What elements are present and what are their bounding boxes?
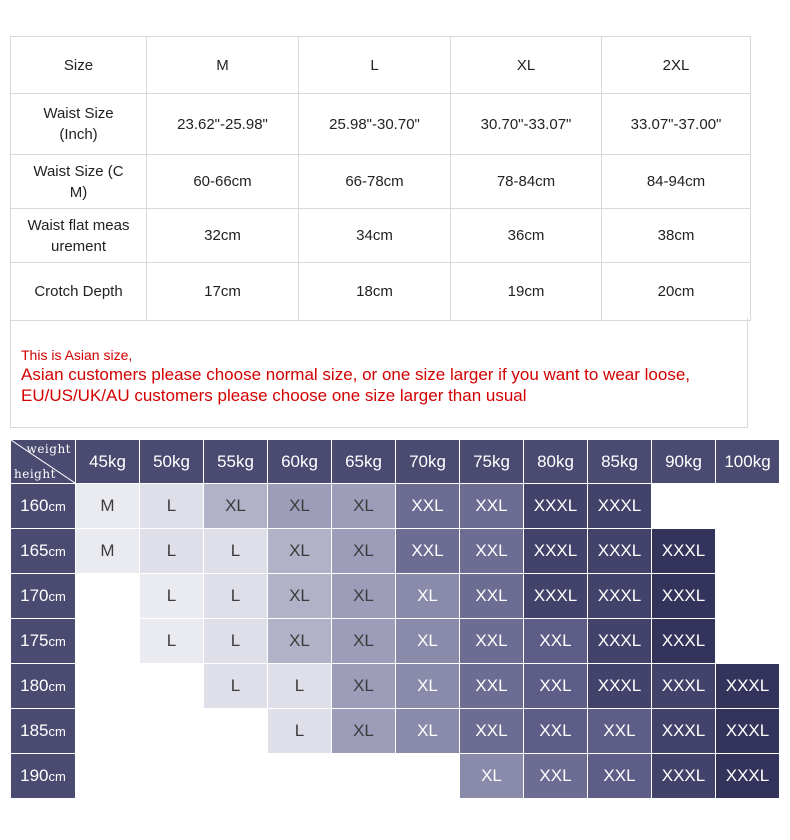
height-row (11, 754, 780, 799)
height-value: 175 (20, 631, 49, 650)
corner-cell (11, 440, 76, 484)
size-cell: XL (460, 754, 524, 799)
size-cell (332, 754, 396, 799)
weight-header-cell: 85kg (588, 440, 652, 484)
size-cell (716, 574, 780, 619)
size-cell: XXXL (652, 619, 716, 664)
size-cell: L (140, 574, 204, 619)
size-header-row (11, 37, 751, 94)
size-cell: L (204, 664, 268, 709)
height-unit: cm (48, 724, 66, 739)
size-cell (396, 754, 460, 799)
size-cell: XXXL (716, 754, 780, 799)
table-cell: 38cm (602, 209, 751, 263)
size-row-waist-flat (11, 209, 751, 263)
row-label: Waist flat meas urement (11, 209, 147, 263)
size-cell: XXXL (524, 574, 588, 619)
height-value: 185 (20, 721, 49, 740)
height-label (11, 754, 76, 799)
row-label: Waist Size (C M) (11, 155, 147, 209)
height-row (11, 619, 780, 664)
weight-header-cell: 80kg (524, 440, 588, 484)
height-unit: cm (48, 499, 66, 514)
height-row (11, 574, 780, 619)
size-header-cell: 2XL (602, 37, 751, 94)
size-cell: L (140, 529, 204, 574)
size-cell: L (140, 619, 204, 664)
size-cell: XL (268, 484, 332, 529)
size-cell: XXL (396, 529, 460, 574)
size-cell: XXXL (652, 529, 716, 574)
size-cell: XL (332, 709, 396, 754)
weight-header-cell: 65kg (332, 440, 396, 484)
table-cell: 30.70"-33.07" (451, 94, 602, 155)
height-row (11, 484, 780, 529)
height-label (11, 484, 76, 529)
size-cell: M (76, 484, 140, 529)
size-cell: XXL (524, 664, 588, 709)
size-cell (268, 754, 332, 799)
table-cell: 36cm (451, 209, 602, 263)
size-cell: XXL (524, 709, 588, 754)
weight-header-cell: 55kg (204, 440, 268, 484)
size-cell (76, 664, 140, 709)
height-label (11, 709, 76, 754)
size-cell (716, 529, 780, 574)
note-line-2: Asian customers please choose normal size, or one size larger if you want to wear loose, (21, 365, 690, 384)
height-value: 160 (20, 496, 49, 515)
weight-header-cell: 75kg (460, 440, 524, 484)
size-cell (76, 574, 140, 619)
weight-header-cell: 60kg (268, 440, 332, 484)
size-cell: XL (268, 574, 332, 619)
size-cell: L (268, 709, 332, 754)
size-cell: XL (332, 484, 396, 529)
size-cell: XL (396, 709, 460, 754)
table-cell: 19cm (451, 263, 602, 321)
size-table (10, 36, 751, 321)
corner-height-label: height (14, 467, 56, 481)
size-row-waist-inch (11, 94, 751, 155)
size-cell: XL (268, 529, 332, 574)
height-unit: cm (48, 679, 66, 694)
size-cell: XXXL (588, 619, 652, 664)
corner-weight-label: weight (26, 442, 71, 456)
size-cell: XXL (460, 709, 524, 754)
table-cell: 25.98"-30.70" (299, 94, 451, 155)
table-cell: 33.07"-37.00" (602, 94, 751, 155)
height-label (11, 574, 76, 619)
size-cell: XXXL (652, 709, 716, 754)
size-note (10, 318, 748, 428)
size-cell: XXL (460, 484, 524, 529)
size-cell: XXL (396, 484, 460, 529)
height-row (11, 709, 780, 754)
size-cell: XL (396, 664, 460, 709)
size-cell: XXL (588, 709, 652, 754)
size-cell (76, 754, 140, 799)
height-unit: cm (48, 634, 66, 649)
weight-header-cell: 45kg (76, 440, 140, 484)
size-cell (140, 664, 204, 709)
table-cell: 32cm (147, 209, 299, 263)
table-cell: 20cm (602, 263, 751, 321)
size-cell: XXXL (524, 484, 588, 529)
size-cell: L (140, 484, 204, 529)
weight-height-chart (10, 439, 780, 799)
size-cell: XXL (524, 619, 588, 664)
size-cell: XXXL (652, 574, 716, 619)
height-label (11, 664, 76, 709)
height-row (11, 529, 780, 574)
size-cell: L (268, 664, 332, 709)
table-cell: 18cm (299, 263, 451, 321)
size-cell: XXL (460, 664, 524, 709)
size-cell: XXXL (652, 664, 716, 709)
size-cell (204, 709, 268, 754)
size-cell: XXL (588, 754, 652, 799)
table-cell: 78-84cm (451, 155, 602, 209)
height-row (11, 664, 780, 709)
size-cell: M (76, 529, 140, 574)
size-cell: XXXL (524, 529, 588, 574)
height-value: 180 (20, 676, 49, 695)
table-cell: 34cm (299, 209, 451, 263)
size-cell: XL (204, 484, 268, 529)
size-cell: XL (332, 574, 396, 619)
size-cell (76, 709, 140, 754)
size-cell: XXL (460, 619, 524, 664)
weight-header-row (11, 440, 780, 484)
row-label: Waist Size (Inch) (11, 94, 147, 155)
size-cell (652, 484, 716, 529)
size-row-crotch-depth (11, 263, 751, 321)
size-cell: XL (332, 664, 396, 709)
size-cell (76, 619, 140, 664)
size-header-cell: Size (11, 37, 147, 94)
height-value: 170 (20, 586, 49, 605)
size-cell (716, 484, 780, 529)
size-cell (204, 754, 268, 799)
size-header-cell: XL (451, 37, 602, 94)
weight-header-cell: 70kg (396, 440, 460, 484)
table-cell: 17cm (147, 263, 299, 321)
size-cell: L (204, 619, 268, 664)
size-cell: XL (332, 619, 396, 664)
size-cell: XXXL (588, 664, 652, 709)
height-value: 190 (20, 766, 49, 785)
size-cell: XXXL (588, 574, 652, 619)
size-cell: XXL (460, 529, 524, 574)
height-unit: cm (48, 544, 66, 559)
size-cell: XXL (460, 574, 524, 619)
weight-header-cell: 50kg (140, 440, 204, 484)
height-unit: cm (48, 589, 66, 604)
height-value: 165 (20, 541, 49, 560)
table-cell: 66-78cm (299, 155, 451, 209)
size-header-cell: M (147, 37, 299, 94)
size-cell: L (204, 574, 268, 619)
height-label (11, 529, 76, 574)
note-line-3: EU/US/UK/AU customers please choose one size larger than usual (21, 386, 527, 405)
size-cell: XXXL (716, 709, 780, 754)
size-cell: XL (396, 619, 460, 664)
weight-header-cell: 90kg (652, 440, 716, 484)
table-cell: 60-66cm (147, 155, 299, 209)
note-line-1: This is Asian size, (21, 347, 133, 363)
size-cell (716, 619, 780, 664)
size-cell: XXL (524, 754, 588, 799)
weight-header-cell: 100kg (716, 440, 780, 484)
height-unit: cm (48, 769, 66, 784)
size-cell: XL (268, 619, 332, 664)
table-cell: 84-94cm (602, 155, 751, 209)
table-cell: 23.62"-25.98" (147, 94, 299, 155)
row-label: Crotch Depth (11, 263, 147, 321)
height-label (11, 619, 76, 664)
size-cell (140, 754, 204, 799)
size-cell: XXXL (716, 664, 780, 709)
size-cell: XL (396, 574, 460, 619)
size-cell: L (204, 529, 268, 574)
size-header-cell: L (299, 37, 451, 94)
size-cell (140, 709, 204, 754)
size-cell: XXXL (652, 754, 716, 799)
size-cell: XXXL (588, 529, 652, 574)
size-row-waist-cm (11, 155, 751, 209)
size-cell: XL (332, 529, 396, 574)
size-cell: XXXL (588, 484, 652, 529)
